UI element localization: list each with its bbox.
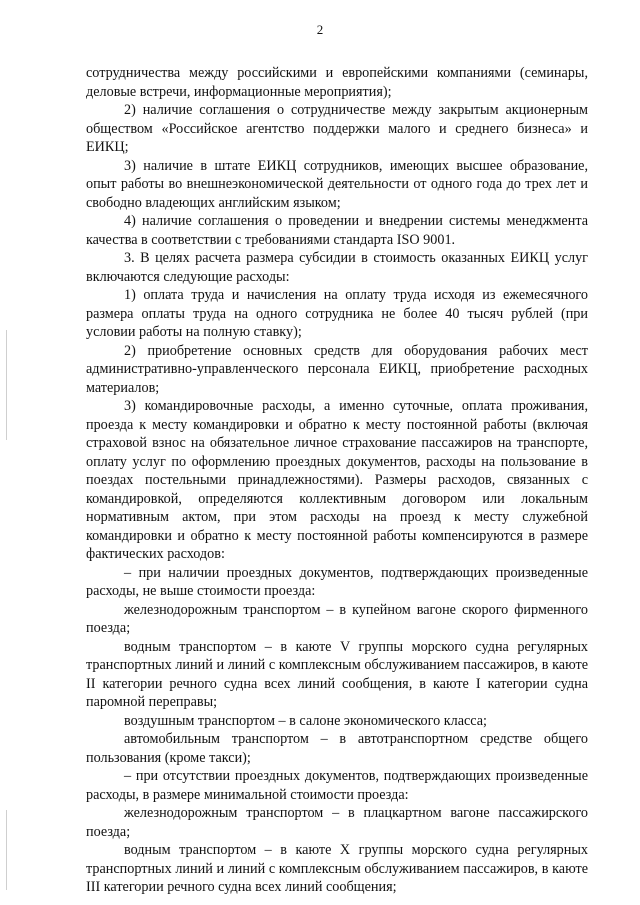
paragraph: железнодорожным транспортом – в плацкартном вагоне пассажирского поезда; — [86, 805, 588, 840]
paragraph: 3) командировочные расходы, а именно суточные, оплата проживания, проезда к месту командировки и обратно к месту постоянной работы (включая страховой взнос на обязательное личное страхование пассажиров на транспорте, оплату услуг по оформлению проездных документов, расходы на пользование в поездах постельными принадлежностями). Размеры расходов, связанных с командировкой, определяются коллективным договором или локальным нормативным актом, при этом расходы на проезд к месту служебной командировки и обратно к месту постоянной работы компенсируются в размере фактических расходов: — [86, 398, 588, 562]
paragraph: сотрудничества между российскими и европейскими компаниями (семинары, деловые встречи, информационные мероприятия); — [86, 65, 588, 100]
paragraph: 3) наличие в штате ЕИКЦ сотрудников, имеющих высшее образование, опыт работы во внешнеэкономической деятельности от одного года до трех лет и свободно владеющих английским языком; — [86, 157, 588, 211]
paragraph: железнодорожным транспортом – в купейном вагоне скорого фирменного поезда; — [86, 601, 588, 636]
paragraph: 1) оплата труда и начисления на оплату труда исходя из ежемесячного размера оплаты труда на одного сотрудника не более 40 тысяч рублей (при условии работы на полную ставку); — [86, 287, 588, 340]
paragraph: автомобильным транспортом – в автотранспортном средстве общего пользования (кроме такси); — [86, 731, 588, 766]
paragraph: 4) наличие соглашения о проведении и внедрении системы менеджмента качества в соответствии с требованиями стандарта ISO 9001. — [86, 213, 588, 248]
paragraph: – при наличии проездных документов, подтверждающих произведенные расходы, не выше стоимости проезда: — [86, 564, 588, 599]
paragraph: водным транспортом – в каюте V группы морского судна регулярных транспортных линий и линий с комплексным обслуживанием пассажиров, в каюте II категории речного судна всех линий сообщения, в каюте I категории судна паромной переправы; — [86, 638, 588, 710]
paragraph: воздушным транспортом – в салоне экономического класса; — [124, 712, 487, 729]
document-body — [86, 64, 588, 897]
page-number: 2 — [316, 22, 324, 37]
paragraph: водным транспортом – в каюте X группы морского судна регулярных транспортных линий и линий с комплексным обслуживанием пассажиров, в каюте III категории речного судна всех линий сообщения; — [86, 842, 588, 895]
scan-margin-mark — [6, 810, 7, 890]
scan-margin-mark — [6, 330, 7, 440]
paragraph: – при отсутствии проездных документов, подтверждающих произведенные расходы, в размере минимальной стоимости проезда: — [86, 768, 588, 803]
paragraph: 2) приобретение основных средств для оборудования рабочих мест административно-управленческого персонала ЕИКЦ, приобретение расходных материалов; — [86, 342, 588, 396]
paragraph: 3. В целях расчета размера субсидии в стоимость оказанных ЕИКЦ услуг включаются следующие расходы: — [86, 250, 588, 285]
paragraph: 2) наличие соглашения о сотрудничестве между закрытым акционерным обществом «Российское агентство поддержки малого и среднего бизнеса» и ЕИКЦ; — [86, 102, 588, 155]
